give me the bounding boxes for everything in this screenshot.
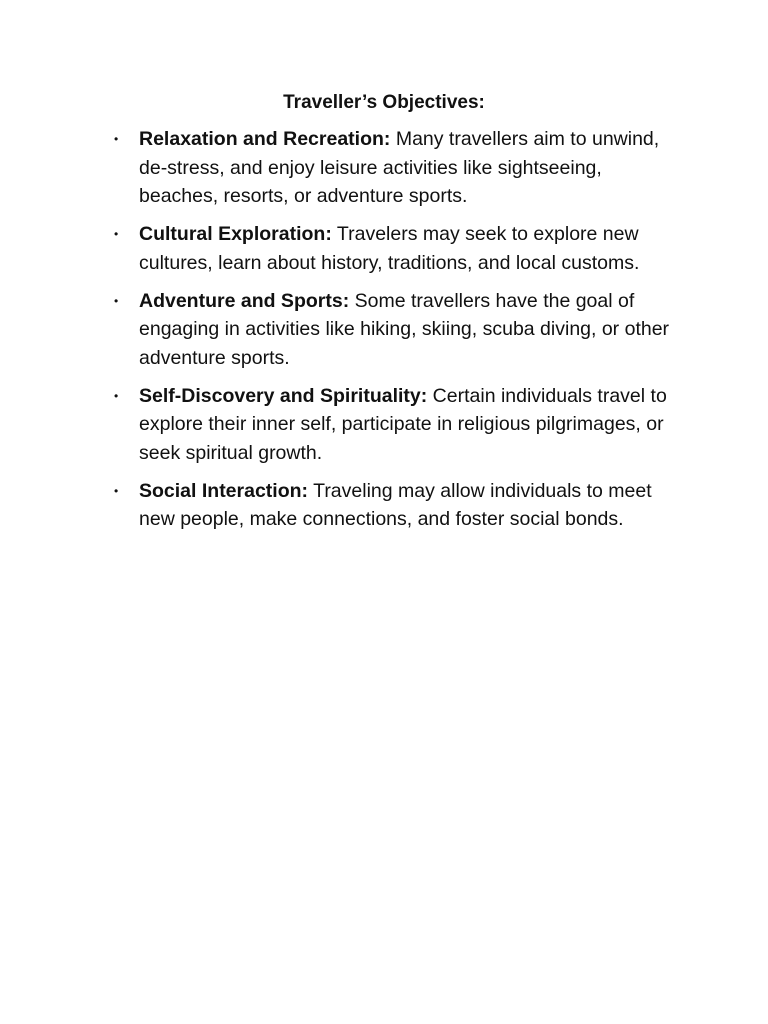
bullet-icon: • (114, 227, 119, 241)
bullet-icon: • (114, 293, 119, 308)
list-item (0, 382, 679, 468)
item-text: Certain individuals travel to explore their inner self, participate in religious pilgrimages, or seek spiritual growth. (139, 384, 667, 464)
list-item (0, 477, 679, 534)
item-heading: Cultural Exploration: (139, 223, 332, 245)
item-text: Some travellers have the goal of engaging in activities like hiking, skiing, scuba diving, or other adventure sports. (139, 289, 670, 369)
document-title: Traveller’s Objectives: (283, 92, 485, 113)
bullet-icon: • (114, 132, 119, 146)
item-heading: Adventure and Sports: (139, 289, 350, 312)
item-text: Travelers may seek to explore new cultures, learn about history, traditions, and local customs. (139, 223, 640, 274)
item-text: Many travellers aim to unwind, de-stress, and enjoy leisure activities like sightseeing, beaches, resorts, or adventure sports. (139, 128, 660, 207)
objectives-list (0, 125, 768, 543)
list-item (0, 220, 679, 277)
item-heading: Relaxation and Recreation: (139, 128, 391, 150)
item-heading: Self-Discovery and Spirituality: (139, 384, 428, 407)
bullet-icon: • (114, 483, 119, 498)
item-text: Traveling may allow individuals to meet new people, make connections, and foster social bonds. (139, 479, 652, 530)
list-item (0, 125, 679, 211)
bullet-icon: • (114, 388, 119, 403)
item-heading: Social Interaction: (139, 479, 309, 502)
list-item (0, 287, 679, 373)
